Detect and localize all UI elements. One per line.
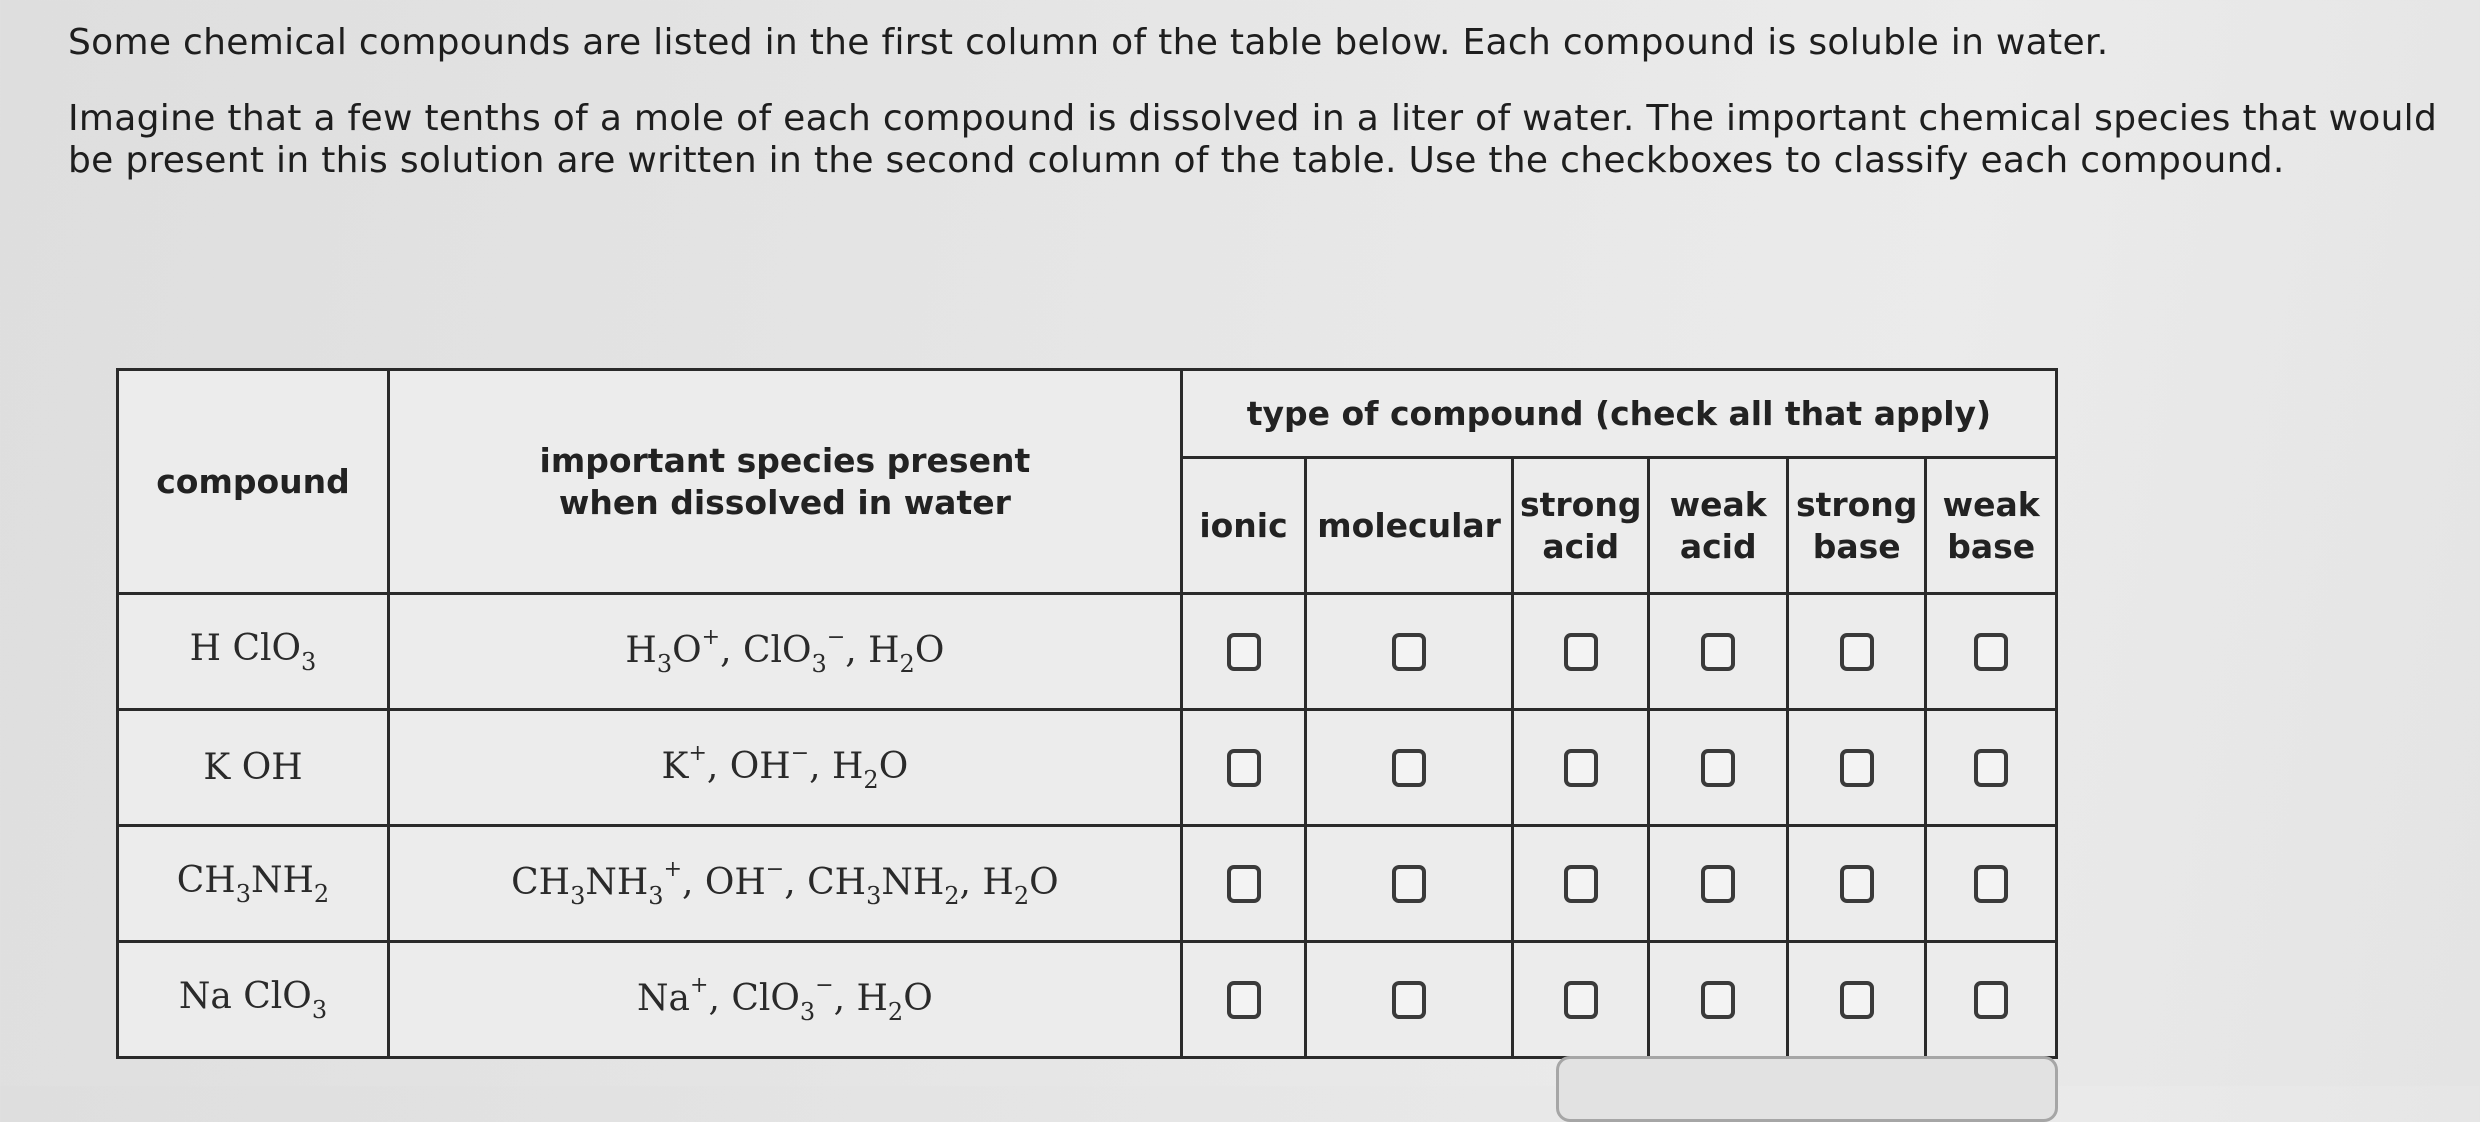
strong-base-checkbox[interactable] — [1840, 749, 1874, 787]
weak-acid-checkbox[interactable] — [1701, 865, 1735, 903]
table-row — [118, 594, 2057, 710]
strong-acid-checkbox[interactable] — [1564, 633, 1598, 671]
type-header-strong-base: strong base — [1787, 458, 1925, 594]
compound-formula: $CH_3NH_2$ — [118, 826, 389, 942]
species-list: $H_3O^+$, ClO$_3$−, $H_2O$ — [388, 594, 1181, 710]
checkbox-cell — [1787, 942, 1925, 1058]
checkbox-cell — [1512, 826, 1648, 942]
strong-acid-checkbox[interactable] — [1564, 981, 1598, 1019]
compound-formula: K OH — [118, 710, 389, 826]
type-header-ionic: ionic — [1181, 458, 1305, 594]
checkbox-cell — [1787, 826, 1925, 942]
intro-paragraph-1: Some chemical compounds are listed in the first column of the table below. Each compound is soluble in water. — [68, 22, 2109, 63]
checkbox-cell — [1181, 826, 1305, 942]
ionic-checkbox[interactable] — [1227, 981, 1261, 1019]
checkbox-cell — [1306, 942, 1513, 1058]
type-header-strong-acid: strong acid — [1512, 458, 1648, 594]
checkbox-cell — [1926, 942, 2057, 1058]
weak-acid-checkbox[interactable] — [1701, 633, 1735, 671]
molecular-checkbox[interactable] — [1392, 749, 1426, 787]
checkbox-cell — [1926, 710, 2057, 826]
checkbox-cell — [1649, 942, 1787, 1058]
table-row — [118, 942, 2057, 1058]
strong-acid-checkbox[interactable] — [1564, 749, 1598, 787]
classification-table — [116, 368, 2058, 1059]
weak-base-checkbox[interactable] — [1974, 749, 2008, 787]
weak-base-checkbox[interactable] — [1974, 981, 2008, 1019]
ionic-checkbox[interactable] — [1227, 633, 1261, 671]
intro-paragraph-2: Imagine that a few tenths of a mole of each compound is dissolved in a liter of water. The important chemical species that would be present in this solution are written in the second column of the table. Use the checkboxes to classify each compound. — [68, 98, 2438, 181]
strong-base-checkbox[interactable] — [1840, 633, 1874, 671]
weak-acid-checkbox[interactable] — [1701, 749, 1735, 787]
checkbox-cell — [1306, 826, 1513, 942]
checkbox-cell — [1649, 710, 1787, 826]
checkbox-cell — [1512, 594, 1648, 710]
type-header-weak-acid: weak acid — [1649, 458, 1787, 594]
type-header-molecular: molecular — [1306, 458, 1513, 594]
ionic-checkbox[interactable] — [1227, 865, 1261, 903]
type-header-weak-base: weak base — [1926, 458, 2057, 594]
weak-base-checkbox[interactable] — [1974, 633, 2008, 671]
ionic-checkbox[interactable] — [1227, 749, 1261, 787]
strong-base-checkbox[interactable] — [1840, 865, 1874, 903]
table-row — [118, 710, 2057, 826]
checkbox-cell — [1926, 594, 2057, 710]
compound-formula: H ClO$_3$ — [118, 594, 389, 710]
checkbox-cell — [1512, 942, 1648, 1058]
checkbox-cell — [1181, 942, 1305, 1058]
bottom-action-button[interactable] — [1556, 1056, 2058, 1122]
checkbox-cell — [1181, 594, 1305, 710]
compound-formula: Na ClO$_3$ — [118, 942, 389, 1058]
species-list: $CH_3NH_3^+$, OH−, $CH_3NH_2$, $H_2O$ — [388, 826, 1181, 942]
checkbox-cell — [1787, 594, 1925, 710]
checkbox-cell — [1181, 710, 1305, 826]
strong-base-checkbox[interactable] — [1840, 981, 1874, 1019]
checkbox-cell — [1649, 594, 1787, 710]
molecular-checkbox[interactable] — [1392, 981, 1426, 1019]
checkbox-cell — [1926, 826, 2057, 942]
molecular-checkbox[interactable] — [1392, 633, 1426, 671]
species-column-header: important species present when dissolved in water — [388, 370, 1181, 594]
weak-base-checkbox[interactable] — [1974, 865, 2008, 903]
compound-column-header: compound — [118, 370, 389, 594]
species-list: Na+, ClO$_3$−, $H_2O$ — [388, 942, 1181, 1058]
type-of-compound-header: type of compound (check all that apply) — [1181, 370, 2056, 458]
species-list: K+, OH−, $H_2O$ — [388, 710, 1181, 826]
weak-acid-checkbox[interactable] — [1701, 981, 1735, 1019]
checkbox-cell — [1306, 594, 1513, 710]
checkbox-cell — [1787, 710, 1925, 826]
checkbox-cell — [1306, 710, 1513, 826]
molecular-checkbox[interactable] — [1392, 865, 1426, 903]
checkbox-cell — [1512, 710, 1648, 826]
strong-acid-checkbox[interactable] — [1564, 865, 1598, 903]
checkbox-cell — [1649, 826, 1787, 942]
table-row — [118, 826, 2057, 942]
